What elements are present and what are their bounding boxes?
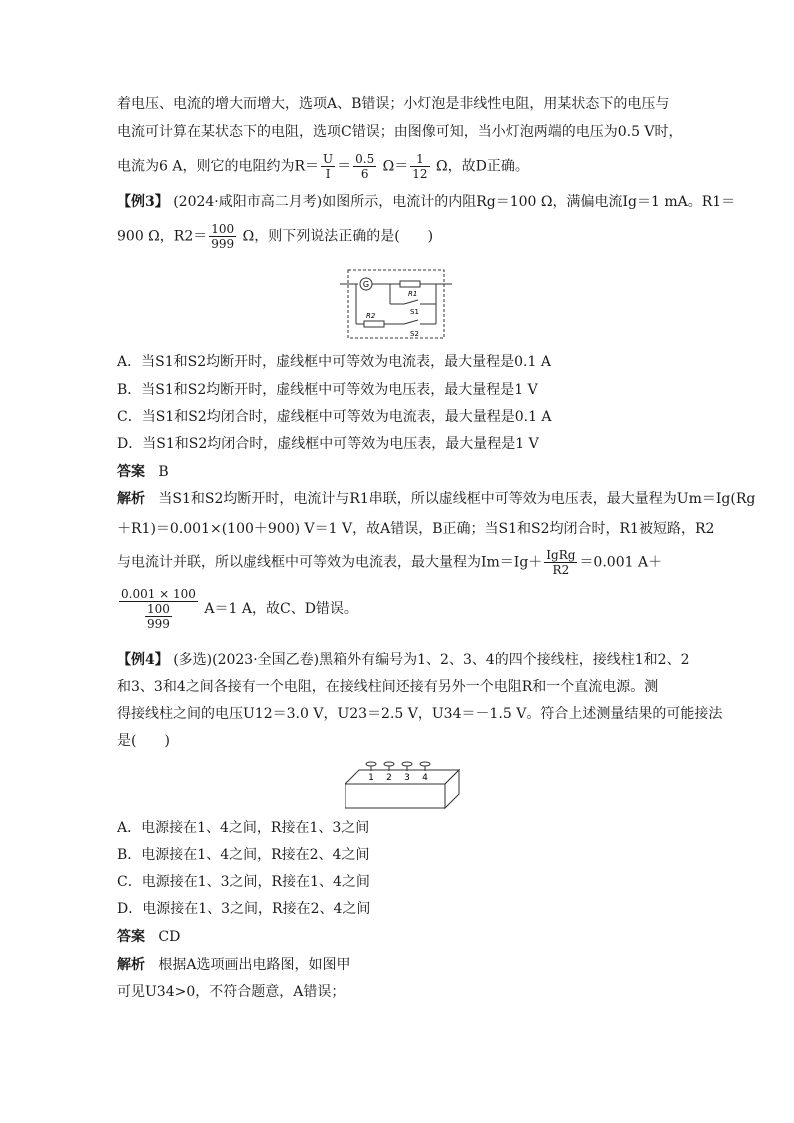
- ex4-option-a: A．电源接在1、4之间，R接在1、3之间: [117, 820, 370, 836]
- box-top: [345, 770, 459, 784]
- option-d: D．当S1和S2均闭合时，虚线框中可等效为电压表，最大量程是1 V: [117, 436, 539, 452]
- r1-label: R1: [408, 290, 418, 298]
- option-c: C．当S1和S2均闭合时，虚线框中可等效为电流表，最大量程是0.1 A: [117, 409, 552, 425]
- num: 1: [410, 152, 429, 167]
- den: R2: [552, 563, 570, 577]
- analysis-label: 解析: [117, 957, 145, 973]
- resistor-r1: [400, 281, 420, 287]
- post-label-4: 4: [422, 773, 428, 783]
- box-front: [345, 784, 445, 808]
- answer-line: [117, 462, 697, 482]
- example4-line-1: [117, 650, 697, 670]
- ex4-option-d: D．电源接在1、3之间，R接在2、4之间: [117, 901, 371, 917]
- text: 当S1和S2均断开时，电流计与R1串联，所以虚线框中可等效为电压表，最大量程为Um＝Ig(Rg: [158, 491, 756, 507]
- fraction-05-over-6: [353, 152, 376, 181]
- example4-line-3: 得接线柱之间的电压U12＝3.0 V，U23＝2.5 V，U34＝－1.5 V。符合上述测量结果的可能接法: [117, 706, 723, 722]
- ex4-answer-line: [117, 927, 697, 947]
- resistor-r2: [364, 321, 384, 327]
- analysis-line-3: [117, 548, 697, 577]
- ex4-option-c: C．电源接在1、3之间，R接在1、4之间: [117, 874, 370, 890]
- text: Ω，故D正确。: [431, 158, 529, 175]
- example4-line-4: 是( ): [117, 733, 170, 749]
- fraction-igrg-over-r2: [544, 548, 577, 577]
- galvanometer-label: G: [362, 280, 370, 289]
- num: 100: [147, 602, 170, 616]
- text: 根据A选项画出电路图，如图甲: [158, 957, 351, 973]
- circuit-diagram: [340, 266, 452, 344]
- text: ＝: [337, 158, 352, 175]
- fraction-1-over-12: [410, 152, 429, 181]
- text: 电流为6 A，则它的电阻约为R＝: [117, 158, 320, 175]
- ex4-option-b: B．电源接在1、4之间，R接在2、4之间: [117, 847, 370, 863]
- black-box-diagram: [345, 760, 460, 810]
- ex4-analysis-line-1: [117, 955, 697, 975]
- complex-fraction: [119, 587, 198, 631]
- switch-s1-icon: [404, 300, 418, 304]
- example3-line-2: [117, 222, 697, 251]
- para-line-2: 电流可计算在某状态下的电阻，选项C错误；由图像可知，当小灯泡两端的电压为0.5 V时，: [117, 124, 683, 140]
- text: Ω＝: [378, 158, 409, 175]
- inner-fraction: [145, 602, 172, 631]
- den: [119, 602, 198, 631]
- num: 0.001 × 100: [121, 587, 196, 601]
- analysis-line-2: ＋R1)＝0.001×(100＋900) V＝1 V，故A错误，B正确；当S1和S2均闭合时，R1被短路，R2: [117, 521, 715, 537]
- den: 12: [412, 167, 428, 181]
- answer-value: CD: [158, 929, 181, 945]
- s1-label: S1: [410, 308, 419, 316]
- num: U: [323, 152, 334, 166]
- analysis-label: 解析: [117, 491, 145, 507]
- text: (多选)(2023·全国乙卷)黑箱外有编号为1、2、3、4的四个接线柱，接线柱1和2、2: [173, 652, 690, 668]
- text: 900 Ω，R2＝: [117, 228, 208, 245]
- text: 与电流计并联，所以虚线框中可等效为电流表，最大量程为Im＝Ig＋: [117, 554, 543, 571]
- ex4-analysis-line-2: 可见U34>0，不符合题意，A错误；: [117, 984, 346, 1000]
- text: ＝0.001 A＋: [579, 554, 663, 571]
- example-label: 【例3】: [117, 194, 169, 210]
- text: Ω，则下列说法正确的是( ): [238, 228, 434, 245]
- switch-s2-icon: [404, 320, 418, 324]
- para-line-3: [117, 152, 697, 181]
- example4-line-2: 和3、3和4之间各接有一个电阻，在接线柱间还接有另外一个电阻R和一个直流电源。测: [117, 679, 659, 695]
- example-label: 【例4】: [117, 652, 169, 668]
- num: 0.5: [355, 152, 375, 166]
- answer-label: 答案: [117, 929, 145, 945]
- den: I: [325, 167, 331, 181]
- para-line-1: 着电压、电流的增大而增大，选项A、B错误；小灯泡是非线性电阻，用某状态下的电压与: [117, 96, 670, 112]
- analysis-line-1: [117, 489, 756, 509]
- option-b: B．当S1和S2均断开时，虚线框中可等效为电压表，最大量程是1 V: [117, 382, 538, 398]
- den: 999: [211, 237, 235, 251]
- text: A＝1 A，故C、D错误。: [199, 601, 358, 617]
- fraction-100-over-999: [209, 222, 236, 251]
- post-label-3: 3: [404, 773, 410, 783]
- num: IgRg: [546, 548, 576, 562]
- s2-label: S2: [410, 330, 419, 338]
- answer-value: B: [158, 464, 169, 480]
- den: 999: [147, 617, 170, 631]
- option-a: A．当S1和S2均断开时，虚线框中可等效为电流表，最大量程是0.1 A: [117, 354, 551, 370]
- post-label-1: 1: [368, 773, 374, 783]
- answer-label: 答案: [117, 464, 145, 480]
- text: (2024·咸阳市高二月考)如图所示，电流计的内阻Rg＝100 Ω，满偏电流Ig＝1 mA。R1＝: [173, 194, 736, 210]
- analysis-line-4: [117, 584, 697, 640]
- r2-label: R2: [366, 312, 376, 320]
- post-label-2: 2: [386, 773, 392, 783]
- num: 100: [211, 222, 235, 236]
- den: 6: [360, 167, 369, 181]
- fraction-u-over-i: [321, 152, 335, 181]
- example3-line-1: [117, 192, 736, 212]
